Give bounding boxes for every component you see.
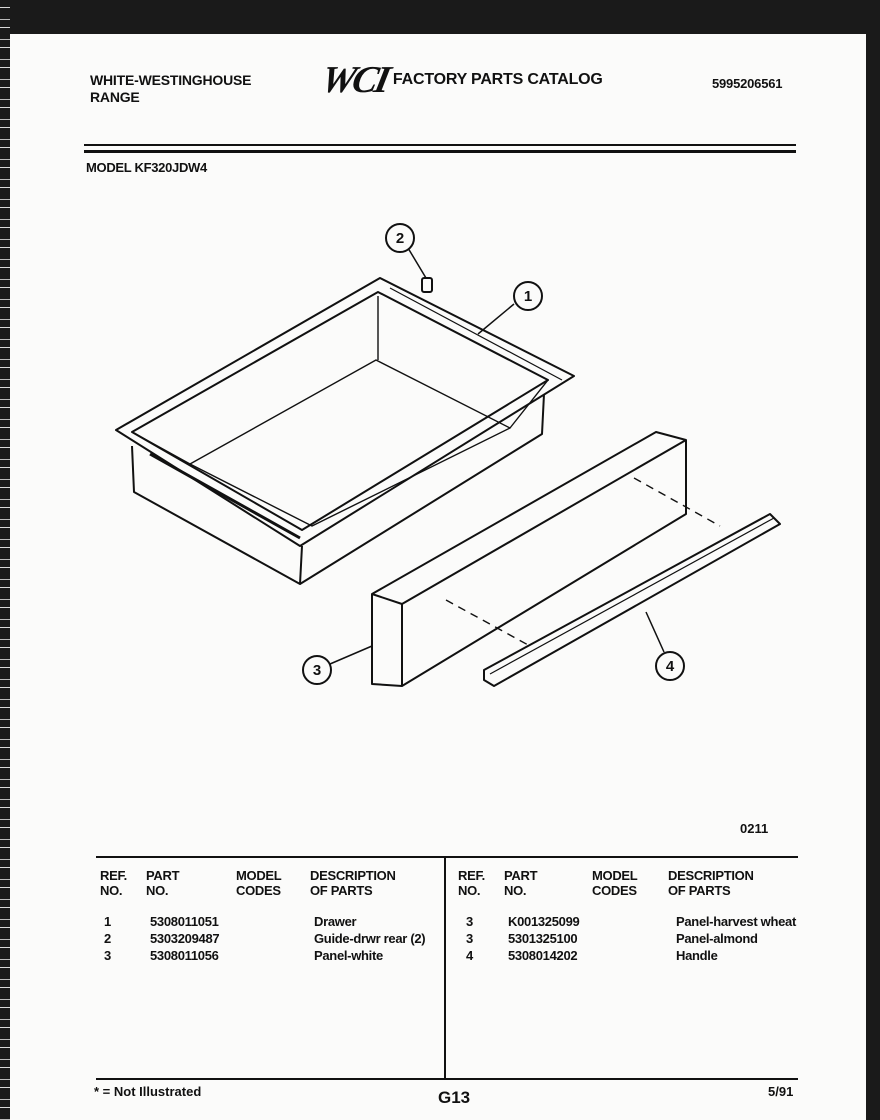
catalog-number: 5995206561 bbox=[712, 76, 783, 91]
model-number: MODEL KF320JDW4 bbox=[86, 160, 207, 175]
revision-date: 5/91 bbox=[768, 1084, 794, 1099]
page-code: G13 bbox=[438, 1088, 471, 1107]
table-row: 4 5308014202 Handle bbox=[466, 948, 718, 963]
parts-catalog-page bbox=[10, 34, 866, 1120]
parts-table bbox=[96, 856, 798, 1080]
header-part-no: PART NO. bbox=[146, 868, 180, 898]
callout-4: 4 bbox=[665, 658, 675, 675]
catalog-title: FACTORY PARTS CATALOG bbox=[392, 71, 603, 88]
callout-1: 1 bbox=[523, 288, 533, 305]
table-divider bbox=[444, 858, 446, 1078]
table-row: 1 5308011051 Drawer bbox=[104, 914, 357, 929]
table-row: 3 5308011056 Panel-white bbox=[104, 948, 383, 963]
header-model-codes: MODEL CODES bbox=[236, 868, 282, 898]
wci-logo: WCI bbox=[317, 59, 392, 101]
drawer-rim bbox=[116, 278, 574, 546]
header-model-codes-right: MODEL CODES bbox=[592, 868, 638, 898]
callout-2: 2 bbox=[395, 230, 405, 247]
header-part-no-right: PART NO. bbox=[504, 868, 538, 898]
header-description-right: DESCRIPTION OF PARTS bbox=[668, 868, 754, 898]
scan-edge bbox=[0, 0, 10, 1120]
diagram-code: 0211 bbox=[740, 821, 769, 836]
table-row: 2 5303209487 Guide-drwr rear (2) bbox=[104, 931, 426, 946]
not-illustrated-note: * = Not Illustrated bbox=[94, 1084, 202, 1099]
brand-line-1: WHITE-WESTINGHOUSE bbox=[90, 72, 252, 88]
header-description: DESCRIPTION OF PARTS bbox=[310, 868, 396, 898]
header-ref-no: REF. NO. bbox=[100, 868, 127, 898]
table-row: 3 5301325100 Panel-almond bbox=[466, 931, 758, 946]
table-row: 3 K001325099 Panel-harvest wheat bbox=[466, 914, 797, 929]
exploded-diagram bbox=[10, 34, 866, 814]
callout-3: 3 bbox=[312, 662, 322, 679]
guide-clip bbox=[422, 278, 432, 292]
header-ref-no-right: REF. NO. bbox=[458, 868, 485, 898]
brand-line-2: RANGE bbox=[90, 89, 140, 105]
